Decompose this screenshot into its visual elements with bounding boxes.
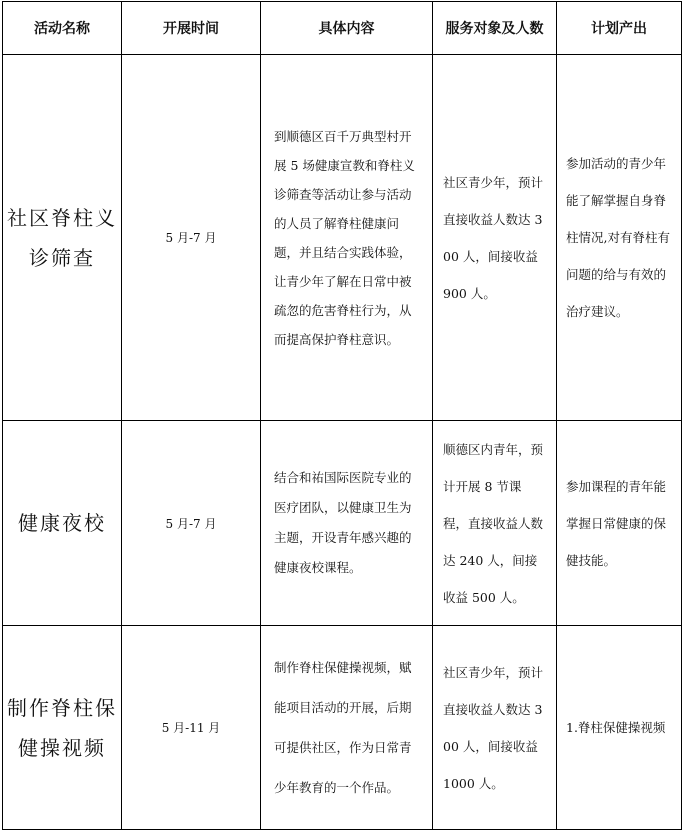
output-text: 1.脊柱保健操视频 [566,720,666,735]
table-border [681,1,682,830]
table-row-output [557,55,681,420]
header-activity-name: 活动名称 [34,21,90,37]
table-row-audience [433,626,556,829]
header-content: 具体内容 [318,21,375,37]
name-line: 制作脊柱保 [7,695,117,720]
name-line: 社区脊柱义 [7,205,117,230]
table-row-name [3,626,121,829]
table-row-output [557,421,681,625]
content-text: 制作脊柱保健操视频，赋能项目活动的开展，后期可提供社区，作为日常青少年教育的一个作品。 [274,659,412,795]
content-text: 结合和祐国际医院专业的医疗团队，以健康卫生为主题，开设青年感兴趣的健康夜校课程。 [274,470,412,575]
content-text: 到顺德区百千万典型村开展 5 场健康宣教和脊柱义诊筛查等活动让参与活动的人员了解脊柱健康问题，并且结合实践体验，让青少年了解在日常中被疏忽的危害脊柱行为，从而提高保护脊柱意识。 [274,128,415,347]
audience-text: 顺德区内青年，预计开展 8 节课程，直接收益人数达 240 人，间接收益 500 人。 [443,441,544,605]
name-line: 诊筛查 [29,245,95,270]
table-row-period: 5 月-11 月 [161,721,221,735]
table-row-content [261,55,432,420]
table-row-audience [433,55,556,420]
table-row-name [3,55,121,420]
output-text: 参加活动的青少年能了解掌握自身脊柱情况,对有脊柱有问题的给与有效的治疗建议。 [566,156,670,319]
table-row-audience [433,421,556,625]
table-row-content [261,421,432,625]
output-text: 参加课程的青年能掌握日常健康的保健技能。 [566,478,667,568]
name-line: 健操视频 [18,735,106,760]
header-period: 开展时间 [163,21,219,37]
header-audience: 服务对象及人数 [445,21,544,37]
table-row-name [3,421,121,625]
table-border [2,829,682,830]
table-row-content [261,626,432,829]
audience-text: 社区青少年，预计直接收益人数达 300 人，间接收益 1000 人。 [443,664,544,791]
name-line: 健康夜校 [18,511,106,535]
table-row-period: 5 月-7 月 [165,516,217,531]
header-output: 计划产出 [591,21,647,37]
audience-text: 社区青少年，预计直接收益人数达 300 人，间接收益 900 人。 [443,174,544,301]
table-row-period: 5 月-7 月 [165,231,217,245]
table-row-output [557,626,681,829]
